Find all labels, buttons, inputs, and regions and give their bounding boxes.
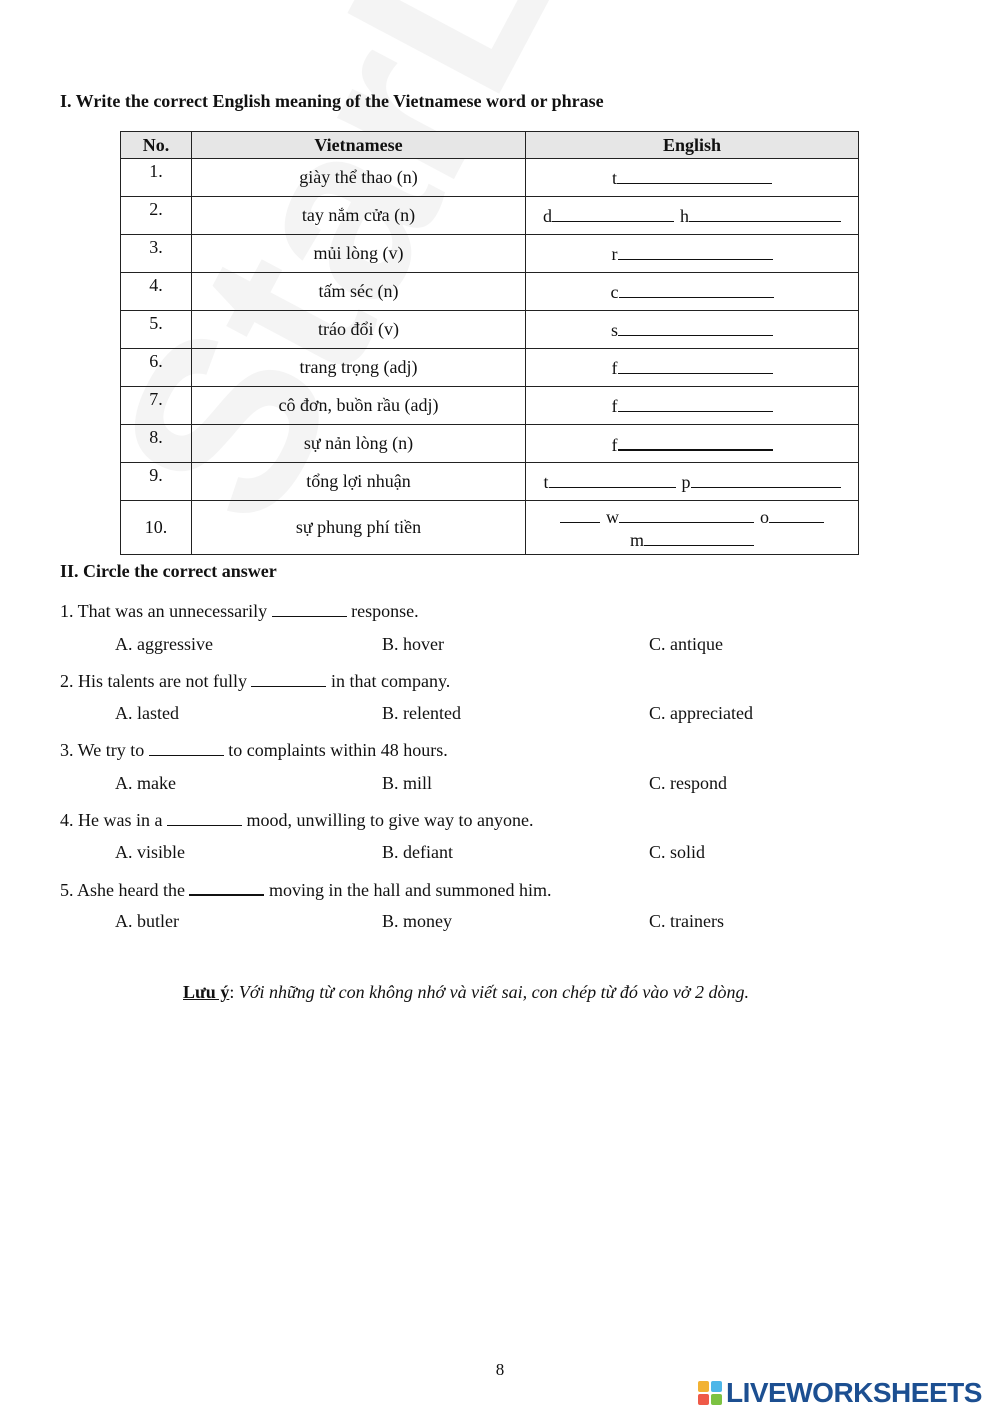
table-row — [121, 463, 859, 501]
page-number: 8 — [495, 1360, 505, 1379]
table-row — [121, 159, 859, 197]
english-answer — [526, 273, 859, 311]
option-c[interactable]: C. trainers — [649, 911, 724, 931]
question — [60, 600, 419, 622]
table-row — [121, 273, 859, 311]
row-number: 8. — [121, 425, 192, 463]
logo-square — [698, 1381, 709, 1392]
english-answer — [526, 425, 859, 463]
hint-letter: r — [611, 244, 618, 264]
answer-blank[interactable] — [560, 505, 600, 523]
question-text: 3. We try to — [60, 740, 145, 760]
hint-letter: d — [543, 206, 552, 226]
vietnamese-term: cô đơn, buồn rầu (adj) — [192, 387, 526, 425]
hint-letter: f — [611, 358, 618, 378]
question — [60, 739, 448, 761]
table-row — [121, 349, 859, 387]
option-a[interactable]: A. aggressive — [115, 634, 213, 654]
option-b[interactable]: B. relented — [382, 703, 461, 723]
answer-blank[interactable] — [618, 242, 773, 260]
question-text: in that company. — [330, 671, 451, 691]
hint-letter: f — [611, 434, 618, 455]
hint-letter: h — [680, 206, 689, 226]
question-text: 2. His talents are not fully — [60, 671, 247, 691]
answer-blank[interactable] — [769, 505, 824, 523]
hint-letter: o — [760, 506, 769, 527]
question-text: to complaints within 48 hours. — [228, 740, 448, 760]
hint-letter: c — [610, 282, 619, 302]
row-number: 7. — [121, 387, 192, 425]
vietnamese-term: sự phung phí tiền — [192, 501, 526, 555]
table-row — [121, 501, 859, 555]
question-text: 1. That was an unnecessarily — [60, 601, 268, 621]
answer-blank[interactable] — [689, 204, 841, 222]
option-a[interactable]: A. make — [115, 773, 176, 793]
answer-blank[interactable] — [552, 204, 674, 222]
hint-letter: f — [611, 396, 618, 416]
section2-title: II. Circle the correct answer — [60, 561, 277, 581]
hint-letter: w — [606, 506, 619, 527]
english-answer — [526, 387, 859, 425]
note-label: Lưu ý — [183, 982, 230, 1002]
answer-blank[interactable] — [617, 166, 772, 184]
english-answer — [526, 197, 859, 235]
answer-blank[interactable] — [619, 505, 754, 523]
liveworksheets-logo-icon — [698, 1381, 722, 1405]
hint-letter: t — [543, 472, 549, 492]
row-number: 9. — [121, 463, 192, 501]
table-row — [121, 197, 859, 235]
question — [60, 809, 533, 831]
row-number: 4. — [121, 273, 192, 311]
table-row — [121, 425, 859, 463]
option-a[interactable]: A. lasted — [115, 703, 179, 723]
vietnamese-term: tay nắm cửa (n) — [192, 197, 526, 235]
question-blank[interactable] — [272, 600, 347, 617]
header-english: English — [526, 132, 859, 159]
vietnamese-term: mủi lòng (v) — [192, 235, 526, 273]
option-b[interactable]: B. hover — [382, 634, 444, 654]
logo-square — [698, 1394, 709, 1405]
english-answer — [526, 463, 859, 501]
header-no: No. — [121, 132, 192, 159]
option-b[interactable]: B. defiant — [382, 842, 453, 862]
vietnamese-term: tổng lợi nhuận — [192, 463, 526, 501]
vietnamese-term: trang trọng (adj) — [192, 349, 526, 387]
logo-square — [711, 1394, 722, 1405]
answer-blank[interactable] — [618, 432, 773, 451]
row-number: 2. — [121, 197, 192, 235]
question-text: 5. Ashe heard the — [60, 880, 185, 900]
table-row — [121, 235, 859, 273]
question — [60, 878, 551, 901]
hint-letter: s — [610, 320, 618, 340]
row-number: 6. — [121, 349, 192, 387]
section1-title: I. Write the correct English meaning of the Vietnamese word or phrase — [60, 91, 604, 111]
question-blank[interactable] — [189, 878, 264, 896]
logo-square — [711, 1381, 722, 1392]
vocab-table — [120, 131, 859, 555]
hint-letter: p — [681, 472, 691, 492]
option-c[interactable]: C. respond — [649, 773, 727, 793]
row-number: 1. — [121, 159, 192, 197]
hint-letter: m — [629, 529, 644, 550]
brand-name: LIVEWORKSHEETS — [726, 1377, 982, 1408]
liveworksheets-brand[interactable] — [698, 1377, 982, 1409]
option-a[interactable]: A. butler — [115, 911, 179, 931]
answer-blank[interactable] — [618, 356, 773, 374]
question-text: mood, unwilling to give way to anyone. — [246, 810, 534, 830]
hint-letter: t — [611, 168, 617, 188]
answer-blank[interactable] — [618, 394, 773, 412]
english-answer — [526, 235, 859, 273]
table-header-row — [121, 132, 859, 159]
table-row — [121, 311, 859, 349]
question-text: response. — [351, 601, 419, 621]
row-number: 10. — [121, 501, 192, 555]
option-a[interactable]: A. visible — [115, 842, 185, 862]
option-b[interactable]: B. money — [382, 911, 452, 931]
vietnamese-term: giày thể thao (n) — [192, 159, 526, 197]
answer-blank[interactable] — [549, 470, 676, 488]
question-text: 4. He was in a — [60, 810, 163, 830]
vietnamese-term: tấm séc (n) — [192, 273, 526, 311]
english-answer — [526, 501, 859, 555]
vietnamese-term: sự nản lòng (n) — [192, 425, 526, 463]
answer-blank[interactable] — [619, 280, 774, 298]
answer-blank[interactable] — [691, 470, 841, 488]
row-number: 5. — [121, 311, 192, 349]
question-blank[interactable] — [149, 739, 224, 756]
question-text: moving in the hall and summoned him. — [268, 880, 552, 900]
question-blank[interactable] — [167, 809, 242, 826]
option-c[interactable]: C. antique — [649, 634, 723, 654]
option-c[interactable]: C. appreciated — [649, 703, 753, 723]
vietnamese-term: tráo đổi (v) — [192, 311, 526, 349]
english-answer — [526, 159, 859, 197]
option-c[interactable]: C. solid — [649, 842, 706, 862]
table-row — [121, 387, 859, 425]
answer-blank[interactable] — [644, 528, 754, 546]
header-vietnamese: Vietnamese — [192, 132, 526, 159]
question — [60, 670, 450, 692]
note-text: Với những từ con không nhớ và viết sai, con chép từ đó vào vở 2 dòng. — [238, 982, 750, 1002]
note: Lưu ý: Với những từ con không nhớ và viết sai, con chép từ đó vào vở 2 dòng. — [183, 982, 750, 1002]
english-answer — [526, 311, 859, 349]
answer-blank[interactable] — [618, 318, 773, 336]
option-b[interactable]: B. mill — [382, 773, 433, 793]
question-blank[interactable] — [251, 670, 326, 687]
english-answer — [526, 349, 859, 387]
row-number: 3. — [121, 235, 192, 273]
